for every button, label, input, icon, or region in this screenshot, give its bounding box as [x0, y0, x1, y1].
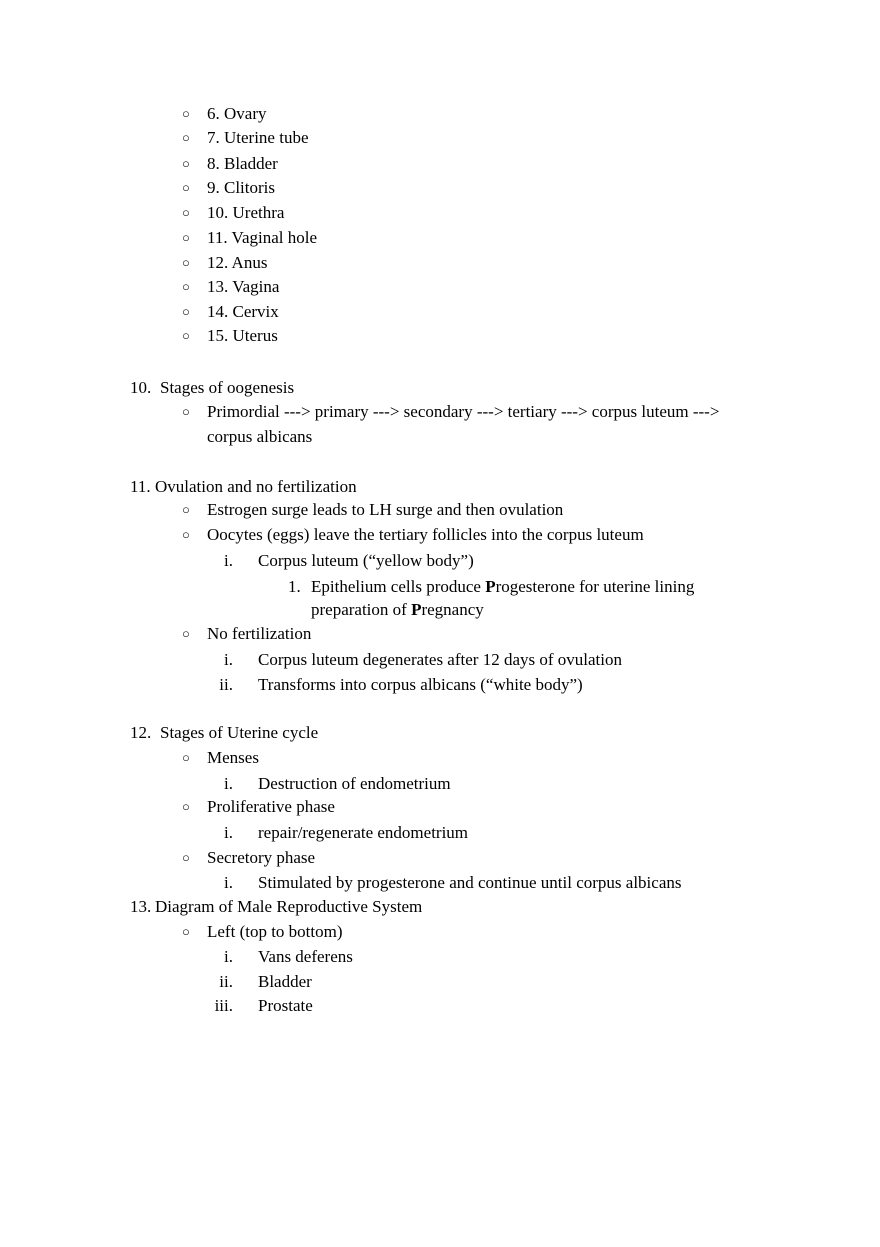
list-item: No fertilization: [207, 624, 312, 643]
roman-numeral: ii.: [219, 675, 233, 694]
roman-numeral: i.: [224, 873, 233, 892]
roman-numeral: i.: [224, 650, 233, 669]
bullet-icon: ○: [182, 328, 190, 343]
list-item: Primordial ---> primary ---> secondary ---> tertiary ---> corpus luteum --->: [207, 402, 720, 421]
section-number: 12.: [130, 723, 152, 742]
sub-item: repair/regenerate endometrium: [258, 823, 469, 842]
sub-item: Corpus luteum degenerates after 12 days of ovulation: [258, 650, 622, 669]
sub-sub-number: 1.: [288, 577, 301, 596]
list-item: Menses: [207, 748, 259, 767]
list-item: Estrogen surge leads to LH surge and then ovulation: [207, 500, 564, 519]
section-number: 10.: [130, 378, 152, 397]
bullet-icon: ○: [182, 404, 190, 419]
section-heading: Diagram of Male Reproductive System: [155, 897, 423, 916]
bullet-icon: ○: [182, 850, 190, 865]
list-item: Left (top to bottom): [207, 922, 343, 941]
list-item: Proliferative phase: [207, 797, 335, 816]
list-item: Secretory phase: [207, 848, 316, 867]
list-item: 10. Urethra: [207, 203, 285, 222]
section-heading: Stages of oogenesis: [160, 378, 295, 397]
list-item: 9. Clitoris: [207, 178, 276, 197]
list-item: 12. Anus: [207, 253, 268, 272]
bullet-icon: ○: [182, 180, 190, 195]
roman-numeral: i.: [224, 551, 233, 570]
sub-item: Prostate: [258, 996, 313, 1015]
bullet-icon: ○: [182, 924, 190, 939]
section-heading: Ovulation and no fertilization: [155, 477, 357, 496]
bullet-icon: ○: [182, 279, 190, 294]
bullet-icon: ○: [182, 205, 190, 220]
list-item: Oocytes (eggs) leave the tertiary follicles into the corpus luteum: [207, 525, 644, 544]
list-item: 15. Uterus: [207, 326, 278, 345]
list-item: 7. Uterine tube: [207, 128, 309, 147]
bullet-icon: ○: [182, 230, 190, 245]
bullet-icon: ○: [182, 130, 190, 145]
bullet-icon: ○: [182, 799, 190, 814]
sub-sub-item-continuation: preparation of Pregnancy: [311, 600, 484, 619]
list-item: 6. Ovary: [207, 104, 267, 123]
list-item: 13. Vagina: [207, 277, 280, 296]
section-number: 11.: [130, 477, 151, 496]
list-item: 8. Bladder: [207, 154, 278, 173]
bullet-icon: ○: [182, 527, 190, 542]
sub-item: Stimulated by progesterone and continue until corpus albicans: [258, 873, 682, 892]
bullet-icon: ○: [182, 750, 190, 765]
bullet-icon: ○: [182, 106, 190, 121]
bullet-icon: ○: [182, 626, 190, 641]
list-item-continuation: corpus albicans: [207, 427, 313, 446]
section-number: 13.: [130, 897, 152, 916]
sub-item: Bladder: [258, 972, 312, 991]
roman-numeral: i.: [224, 823, 233, 842]
roman-numeral: i.: [224, 947, 233, 966]
roman-numeral: i.: [224, 774, 233, 793]
section-heading: Stages of Uterine cycle: [160, 723, 319, 742]
bullet-icon: ○: [182, 255, 190, 270]
sub-sub-item: Epithelium cells produce Progesterone for uterine lining: [311, 577, 695, 596]
sub-item: Vans deferens: [258, 947, 353, 966]
roman-numeral: ii.: [219, 972, 233, 991]
bullet-icon: ○: [182, 502, 190, 517]
sub-item: Transforms into corpus albicans (“white body”): [258, 675, 583, 694]
bullet-icon: ○: [182, 156, 190, 171]
sub-item: Destruction of endometrium: [258, 774, 451, 793]
list-item: 11. Vaginal hole: [207, 228, 318, 247]
list-item: 14. Cervix: [207, 302, 279, 321]
bullet-icon: ○: [182, 304, 190, 319]
roman-numeral: iii.: [214, 996, 233, 1015]
sub-item: Corpus luteum (“yellow body”): [258, 551, 474, 570]
